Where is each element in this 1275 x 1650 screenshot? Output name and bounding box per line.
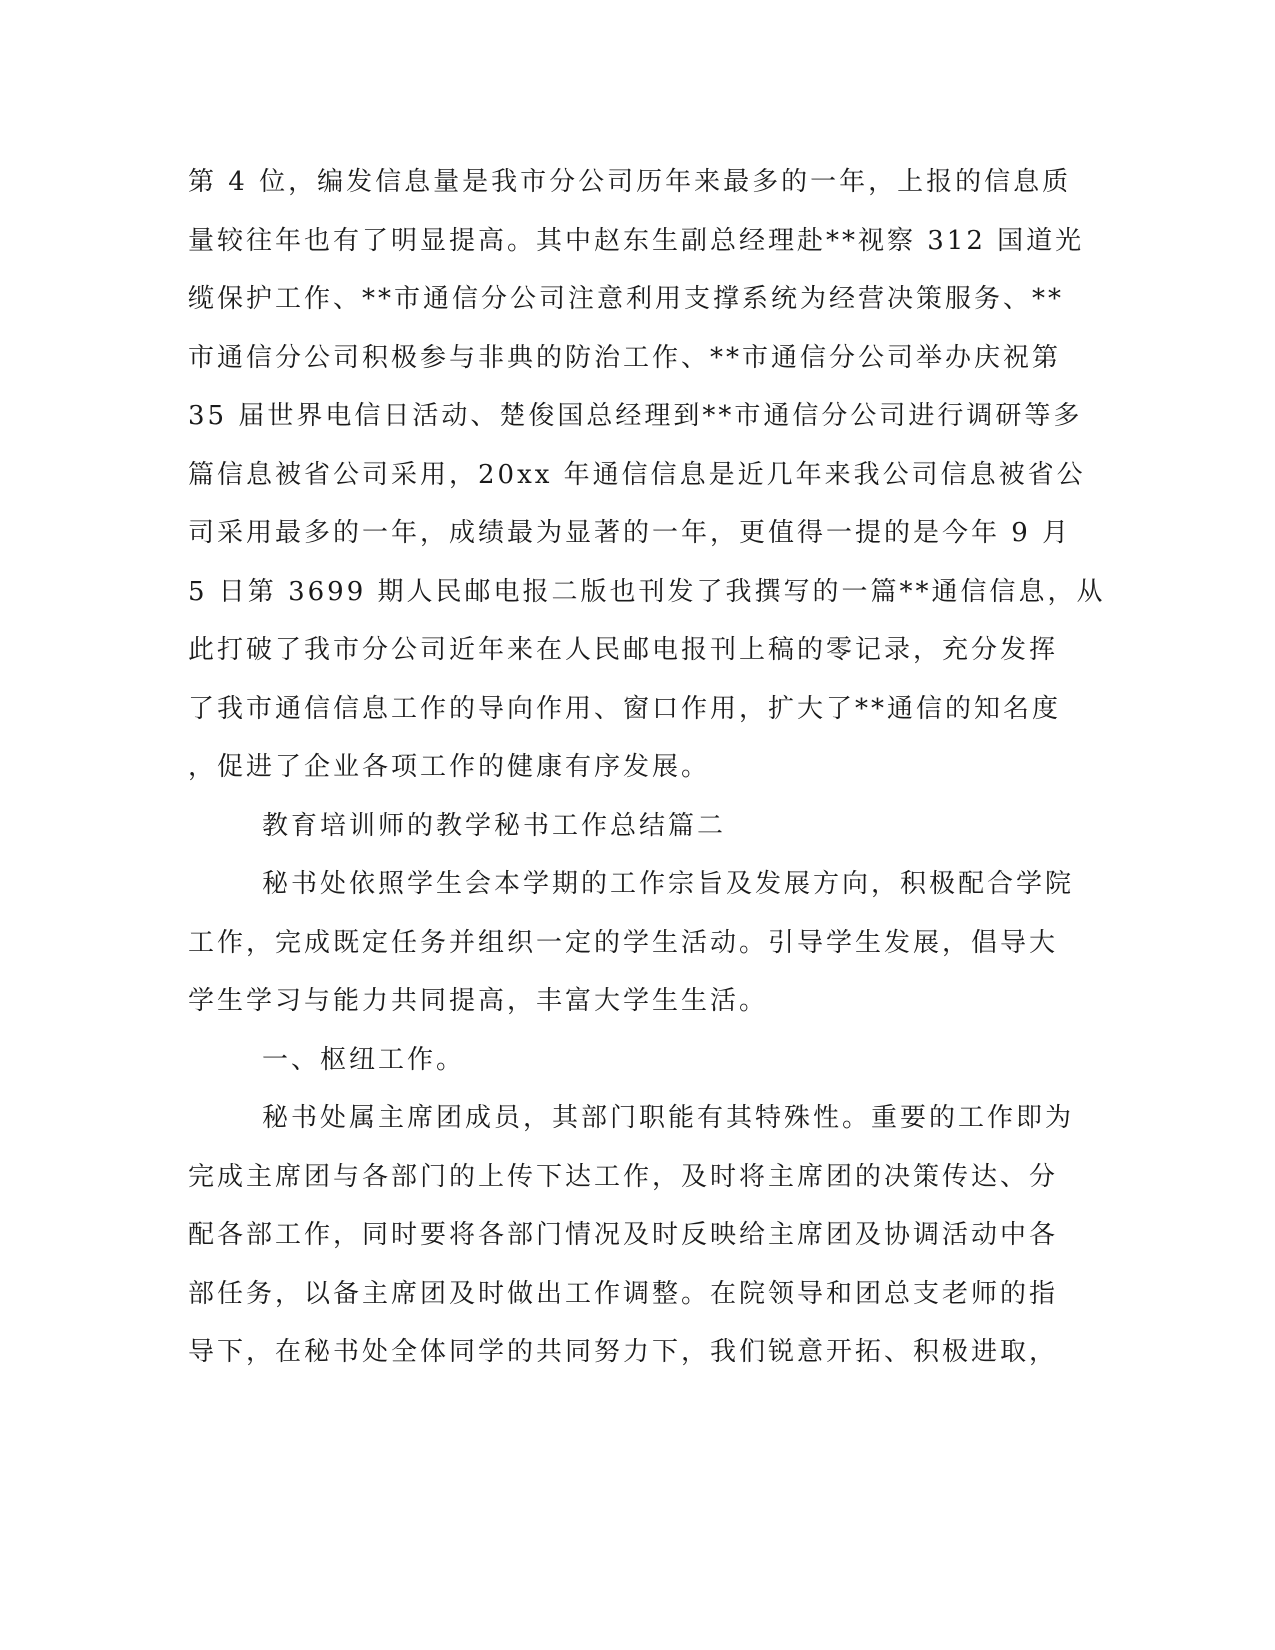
text-line: 导下，在秘书处全体同学的共同努力下，我们锐意开拓、积极进取， bbox=[188, 1337, 1059, 1367]
subsection-heading: 一、枢纽工作。 bbox=[262, 1045, 466, 1075]
text-line: 了我市通信信息工作的导向作用、窗口作用，扩大了**通信的知名度 bbox=[188, 694, 1062, 724]
text-line: 学生学习与能力共同提高，丰富大学生生活。 bbox=[188, 986, 769, 1016]
text-line: 完成主席团与各部门的上传下达工作，及时将主席团的决策传达、分 bbox=[188, 1162, 1059, 1192]
text-line: 部任务，以备主席团及时做出工作调整。在院领导和团总支老师的指 bbox=[188, 1279, 1059, 1309]
text-line: 秘书处属主席团成员，其部门职能有其特殊性。重要的工作即为 bbox=[262, 1103, 1075, 1133]
text-line: 配各部工作，同时要将各部门情况及时反映给主席团及协调活动中各 bbox=[188, 1220, 1059, 1250]
text-line: 35 届世界电信日活动、楚俊国总经理到**市通信分公司进行调研等多 bbox=[188, 401, 1083, 431]
text-line: ，促进了企业各项工作的健康有序发展。 bbox=[188, 752, 711, 782]
text-line: 此打破了我市分公司近年来在人民邮电报刊上稿的零记录，充分发挥 bbox=[188, 635, 1059, 665]
text-line: 市通信分公司积极参与非典的防治工作、**市通信分公司举办庆祝第 bbox=[188, 343, 1062, 373]
text-line: 工作，完成既定任务并组织一定的学生活动。引导学生发展，倡导大 bbox=[188, 928, 1059, 958]
text-line: 第 4 位，编发信息量是我市分公司历年来最多的一年，上报的信息质 bbox=[188, 167, 1072, 197]
text-line: 量较往年也有了明显提高。其中赵东生副总经理赴**视察 312 国道光 bbox=[188, 226, 1085, 256]
text-line: 司采用最多的一年，成绩最为显著的一年，更值得一提的是今年 9 月 bbox=[188, 518, 1072, 548]
text-line: 秘书处依照学生会本学期的工作宗旨及发展方向，积极配合学院 bbox=[262, 869, 1075, 899]
text-line: 缆保护工作、**市通信分公司注意利用支撑系统为经营决策服务、** bbox=[188, 284, 1065, 314]
text-line: 5 日第 3699 期人民邮电报二版也刊发了我撰写的一篇**通信信息，从 bbox=[188, 577, 1106, 607]
section-heading: 教育培训师的教学秘书工作总结篇二 bbox=[262, 811, 727, 841]
text-line: 篇信息被省公司采用，20xx 年通信信息是近几年来我公司信息被省公 bbox=[188, 460, 1086, 490]
